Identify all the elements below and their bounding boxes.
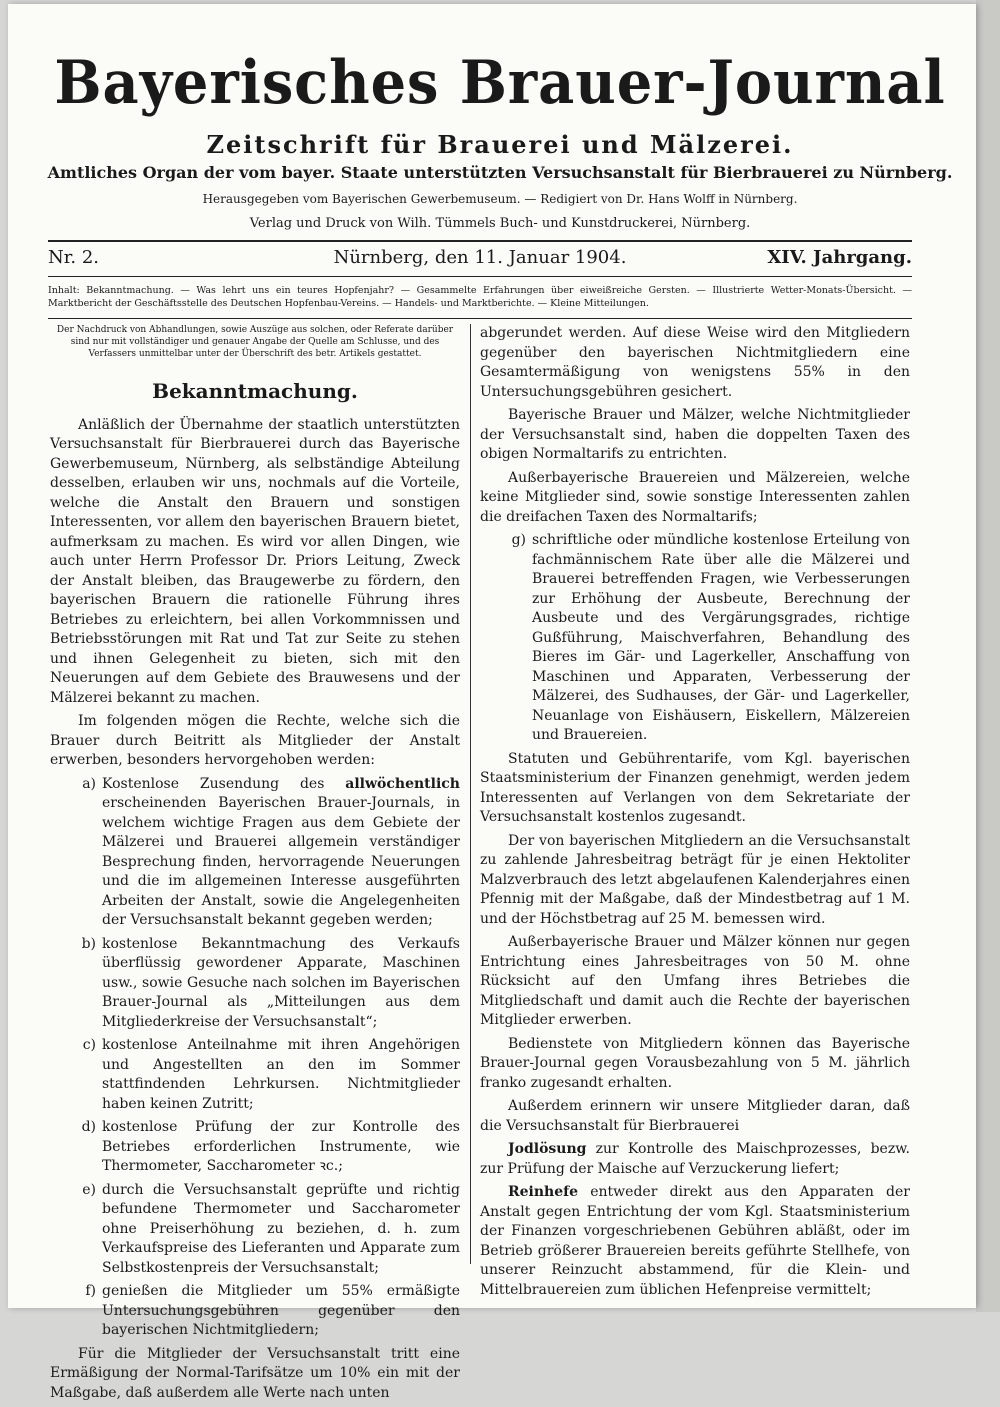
- paragraph: Anläßlich der Übernahme der staatlich unterstützten Versuchsanstalt für Bierbrauerei durch das Bayerische Gewerbemuseum, Nürnberg, als selbständige Abteilung desselben, erlauben wir uns, nochmals auf die Vorteile, welche die Anstalt den Brauern und sonstigen Interessenten, vor allem den bayerischen Brauern bietet, aufmerksam zu machen. Es wird vor allen Dingen, wie auch unter Herrn Professor Dr. Priors Leitung, Zweck der Anstalt bleiben, das Braugewerbe zu fördern, den bayerischen Brauern die rationelle Führung ihres Betriebes zu erleichtern, bei allen Vorkommnissen und Betriebsstörungen mit Rat und Tat zur Seite zu stehen und ihnen Gelegenheit zu bieten, sich mit den Neuerungen auf dem Gebiete des Brauwesens und der Mälzerei bekannt zu machen.: [50, 416, 460, 706]
- column-divider: [470, 324, 471, 1264]
- list-item: g) schriftliche oder mündliche kostenlose Erteilung von fachmännischem Rate über alle die Mälzerei und Brauerei betreffenden Fragen, wie Verbesserungen zur Erhöhung der Ausbeute, Berechnung der Ausbeute und des Vergärungsgrades, richtige Gußführung, Maischverfahren, Behandlung des Bieres im Gär- und Lagerkeller, Anschaffung von Maschinen und Apparaten, Verbesserung der Mälzerei, des Sudhauses, der Gär- und Lagerkeller, Neuanlage von Eishäusern, Eiskellern, Mälzereien und Brauereien.: [511, 532, 910, 743]
- masthead-publisher: Verlag und Druck von Wilh. Tümmels Buch- und Kunstdruckerei, Nürnberg.: [249, 216, 751, 231]
- list-item: e) durch die Versuchsanstalt geprüfte und richtig befundene Thermometer und Saccharometer ohne Preiserhöhung zu beziehen, d. h. zum Verkaufspreise des Lieferanten und Apparate zum Selbstkostenpreis der Versuchsanstalt;: [82, 1181, 460, 1276]
- paragraph: Jodlösung zur Kontrolle des Maischprozesses, bezw. zur Prüfung der Maische auf Verzuckerung liefert;: [480, 1141, 910, 1177]
- masthead-subtitle: Zeitschrift für Brauerei und Mälzerei.: [206, 130, 794, 159]
- paragraph: Außerbayerische Brauereien und Mälzereien, welche keine Mitglieder sind, sowie sonstige Interessenten zahlen die dreifachen Taxen des Normaltarifs;: [480, 469, 910, 525]
- issue-date: Nürnberg, den 11. Januar 1904.: [333, 247, 627, 268]
- paragraph: Bedienstete von Mitgliedern können das Bayerische Brauer-Journal gegen Vorausbezahlung von 5 M. jährlich franko zugesandt erhalten.: [480, 1035, 910, 1091]
- masthead-organ: Amtliches Organ der vom bayer. Staate unterstützten Versuchsanstalt für Bierbrauerei zu Nürnberg.: [47, 163, 953, 182]
- paragraph: Bayerische Brauer und Mälzer, welche Nichtmitglieder der Versuchsanstalt sind, haben die doppelten Taxen des obigen Normaltarifs zu entrichten.: [480, 407, 910, 462]
- masthead-editor: Herausgegeben vom Bayerischen Gewerbemuseum. — Redigiert von Dr. Hans Wolff in Nürnberg.: [202, 192, 798, 206]
- article-heading: Bekanntmachung.: [152, 379, 358, 403]
- issue-volume: XIV. Jahrgang.: [767, 247, 912, 268]
- paragraph: Außerbayerische Brauer und Mälzer können nur gegen Entrichtung eines Jahresbeitrages von 50 M. ohne Rücksicht auf den Umfang ihres Betriebes die Mitgliedschaft und damit auch die Rechte der bayerischen Mitglieder erwerben.: [480, 934, 910, 1028]
- issue-number: Nr. 2.: [48, 247, 99, 268]
- paragraph: Außerdem erinnern wir unsere Mitglieder daran, daß die Versuchsanstalt für Bierbrauerei: [480, 1098, 910, 1134]
- list-item: b) kostenlose Bekanntmachung des Verkaufs überflüssig gewordener Apparate, Maschinen usw., sowie Gesuche nach solchen im Bayerischen Brauer-Journal als „Mitteilungen aus dem Mitgliederkreise der Versuchsanstalt“;: [81, 935, 460, 1030]
- left-column: [50, 324, 460, 1407]
- issue-line: [48, 247, 912, 271]
- masthead-rule: [48, 240, 912, 242]
- masthead-title: Bayerisches Brauer-Journal: [54, 48, 946, 118]
- table-of-contents: Inhalt: Bekanntmachung. — Was lehrt uns ein teures Hopfenjahr? — Gesammelte Erfahrungen über eiweißreiche Gersten. — Illustrierte Wetter-Monats-Übersicht. — Marktbericht der Geschäftsstelle des Deutschen Hopfenbau-Vereins. — Handels- und Marktberichte. — Kleine Mitteilungen.: [48, 285, 912, 309]
- paragraph: Statuten und Gebührentarife, vom Kgl. bayerischen Staatsministerium der Finanzen genehmigt, werden jedem Interessenten auf Verlangen von dem Sekretariate der Versuchsanstalt kostenlos zugesandt.: [480, 750, 910, 825]
- paragraph: abgerundet werden. Auf diese Weise wird den Mitgliedern gegenüber den bayerischen Nichtmitgliedern eine Gesamtermäßigung von wenigstens 55% in den Untersuchungsgebühren gesichert.: [480, 325, 910, 400]
- issue-rule: [48, 276, 912, 277]
- reprint-notice: Der Nachdruck von Abhandlungen, sowie Auszüge aus solchen, oder Referate darüber sind nur mit vollständiger und genauer Angabe der Quelle am Schlusse, und des Verfassers unmittelbar unter der Überschrift des betr. Artikels gestattet.: [56, 325, 454, 359]
- list-item: c) kostenlose Anteilnahme mit ihren Angehörigen und Angestellten an den im Sommer stattfindenden Lehrkursen. Nichtmitglieder haben keinen Zutritt;: [82, 1037, 460, 1112]
- paragraph: Reinhefe entweder direkt aus den Apparaten der Anstalt gegen Entrichtung der vom Kgl. Staatsministerium der Finanzen vorgeschriebenen Gebühren abläßt, oder im Betrieb größerer Brauereien bereits geführte Stellhefe, von unserer Reinzucht abstammend, für die Klein- und Mittelbrauereien zum üblichen Hefenpreise vermittelt;: [480, 1184, 910, 1298]
- list-item: f) genießen die Mitglieder um 55% ermäßigte Untersuchungsgebühren gegenüber den bayerischen Nichtmitgliedern;: [85, 1283, 460, 1338]
- paragraph: Im folgenden mögen die Rechte, welche sich die Brauer durch Beitritt als Mitglieder der Anstalt erwerben, besonders hervorgehoben werden:: [50, 713, 460, 768]
- right-column: [480, 324, 910, 1304]
- contents-rule: [48, 318, 912, 319]
- list-item: a) Kostenlose Zusendung des allwöchentlich erscheinenden Bayerischen Brauer-Journals, in welchem wichtige Fragen aus dem Gebiete der Mälzerei und Brauerei allgemein verständiger Besprechung finden, hervorragende Neuerungen und die im allgemeinen Interesse ausgeführten Arbeiten der Anstalt, sowie die Angelegenheiten der Versuchsanstalt bekannt gegeben werden;: [82, 775, 460, 928]
- paragraph: Der von bayerischen Mitgliedern an die Versuchsanstalt zu zahlende Jahresbeitrag beträgt für je einen Hektoliter Malzverbrauch des letzt abgelaufenen Kalenderjahres einen Pfennig mit der Maßgabe, daß der Mindestbetrag auf 1 M. und der Höchstbetrag auf 25 M. bemessen wird.: [480, 832, 910, 927]
- paragraph: Für die Mitglieder der Versuchsanstalt tritt eine Ermäßigung der Normal-Tarifsätze um 10% ein mit der Maßgabe, daß außerdem alle Werte nach unten: [50, 1345, 460, 1401]
- list-item: d) kostenlose Prüfung der zur Kontrolle des Betriebes erforderlichen Instrumente, wie Thermometer, Saccharometer ꝛc.;: [81, 1119, 460, 1174]
